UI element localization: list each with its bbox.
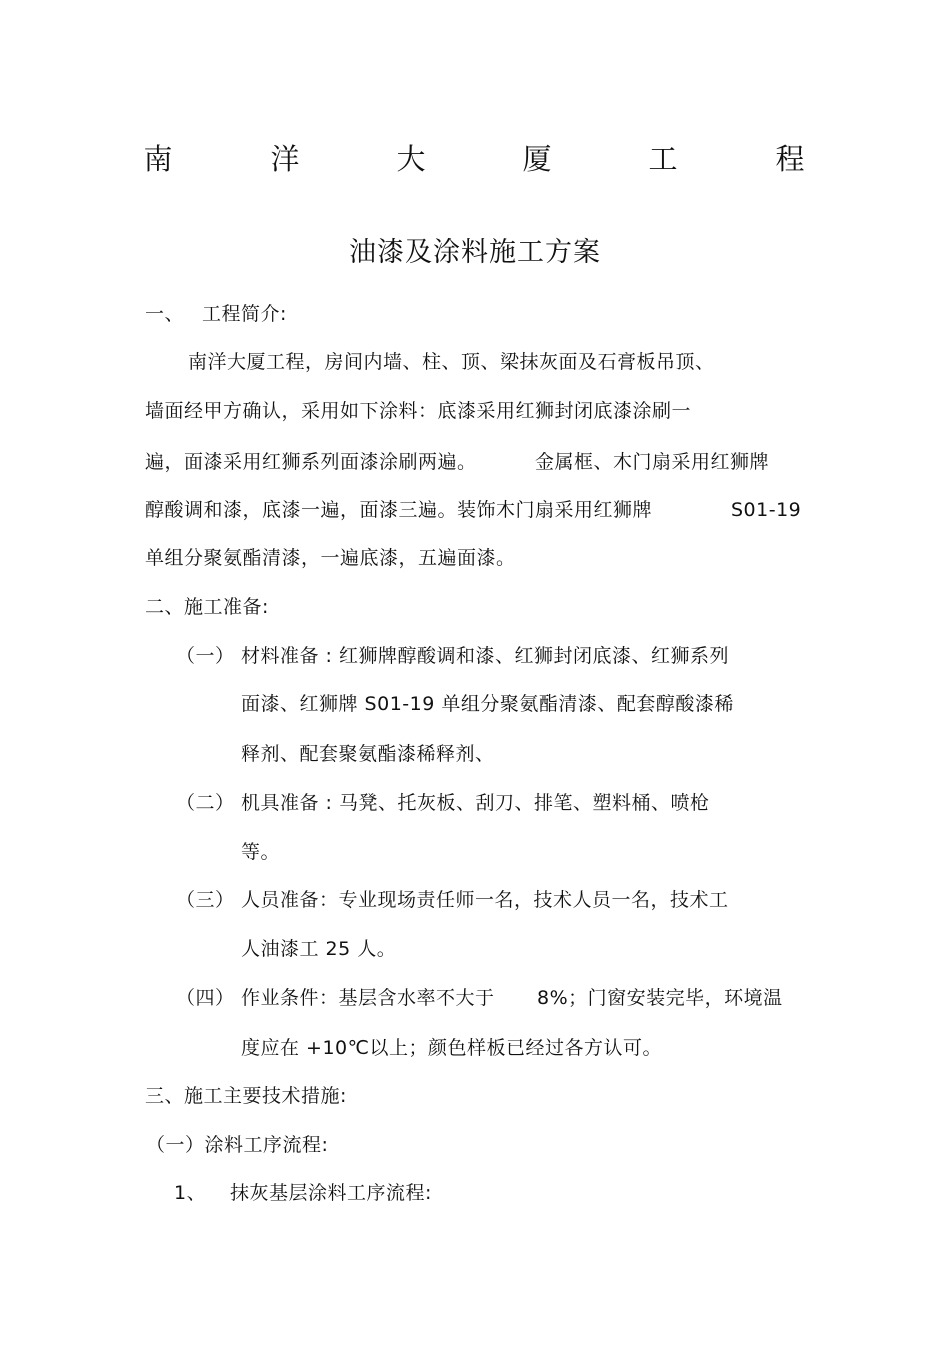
list-item-text: 人员准备：专业现场责任师一名，技术人员一名，技术工 <box>241 889 729 911</box>
section-1-marker: 一、 <box>145 303 185 325</box>
title-char: 工 <box>648 142 678 176</box>
list-item-text: 作业条件：基层含水率不大于 <box>241 987 495 1009</box>
list-item-text: 度应在 +10℃以上；颜色样板已经过各方认可。 <box>241 1037 662 1059</box>
list-item-text: 人油漆工 25 人。 <box>241 938 397 960</box>
list-item-text: 释剂、配套聚氨酯漆稀释剂、 <box>241 743 495 765</box>
paragraph-line: 南洋大厦工程，房间内墙、柱、顶、梁抹灰面及石膏板吊顶、 <box>188 351 715 373</box>
paragraph-line: S01-19 <box>731 499 802 521</box>
list-item-marker: （三） <box>176 889 235 911</box>
paragraph-line: 金属框、木门扇采用红狮牌 <box>535 451 770 473</box>
paragraph-line: 单组分聚氨酯清漆，一遍底漆，五遍面漆。 <box>145 547 516 569</box>
list-item-text: 8%；门窗安装完毕，环境温 <box>537 987 783 1009</box>
title-char: 程 <box>775 142 805 176</box>
list-item-text: 机具准备 : 马凳、托灰板、刮刀、排笔、塑料桶、喷枪 <box>241 792 710 814</box>
list-item-text: 材料准备 : 红狮牌醇酸调和漆、红狮封闭底漆、红狮系列 <box>241 645 729 667</box>
list-item-text: 等。 <box>241 841 281 863</box>
page-subtitle: 油漆及涂料施工方案 <box>349 237 601 268</box>
paragraph-line: 遍，面漆采用红狮系列面漆涂刷两遍。 <box>145 451 477 473</box>
numbered-item-marker: 1、 <box>174 1182 207 1204</box>
title-char: 洋 <box>270 142 300 176</box>
list-item-marker: （一） <box>176 645 235 667</box>
section-1-heading: 工程简介: <box>202 303 287 325</box>
title-char: 南 <box>143 142 173 176</box>
title-char: 大 <box>396 142 426 176</box>
numbered-item-text: 抹灰基层涂料工序流程: <box>230 1182 432 1204</box>
title-char: 厦 <box>522 142 552 176</box>
list-item-text: 面漆、红狮牌 S01-19 单组分聚氨酯清漆、配套醇酸漆稀 <box>241 693 734 715</box>
paragraph-line: 墙面经甲方确认，采用如下涂料：底漆采用红狮封闭底漆涂刷一 <box>145 400 692 422</box>
section-3-heading: 三、施工主要技术措施: <box>145 1085 347 1107</box>
paragraph-line: 醇酸调和漆，底漆一遍，面漆三遍。装饰木门扇采用红狮牌 <box>145 499 653 521</box>
sub-heading: （一）涂料工序流程: <box>146 1134 329 1156</box>
list-item-marker: （四） <box>176 987 235 1009</box>
section-2-heading: 二、施工准备: <box>145 596 269 618</box>
list-item-marker: （二） <box>176 792 235 814</box>
